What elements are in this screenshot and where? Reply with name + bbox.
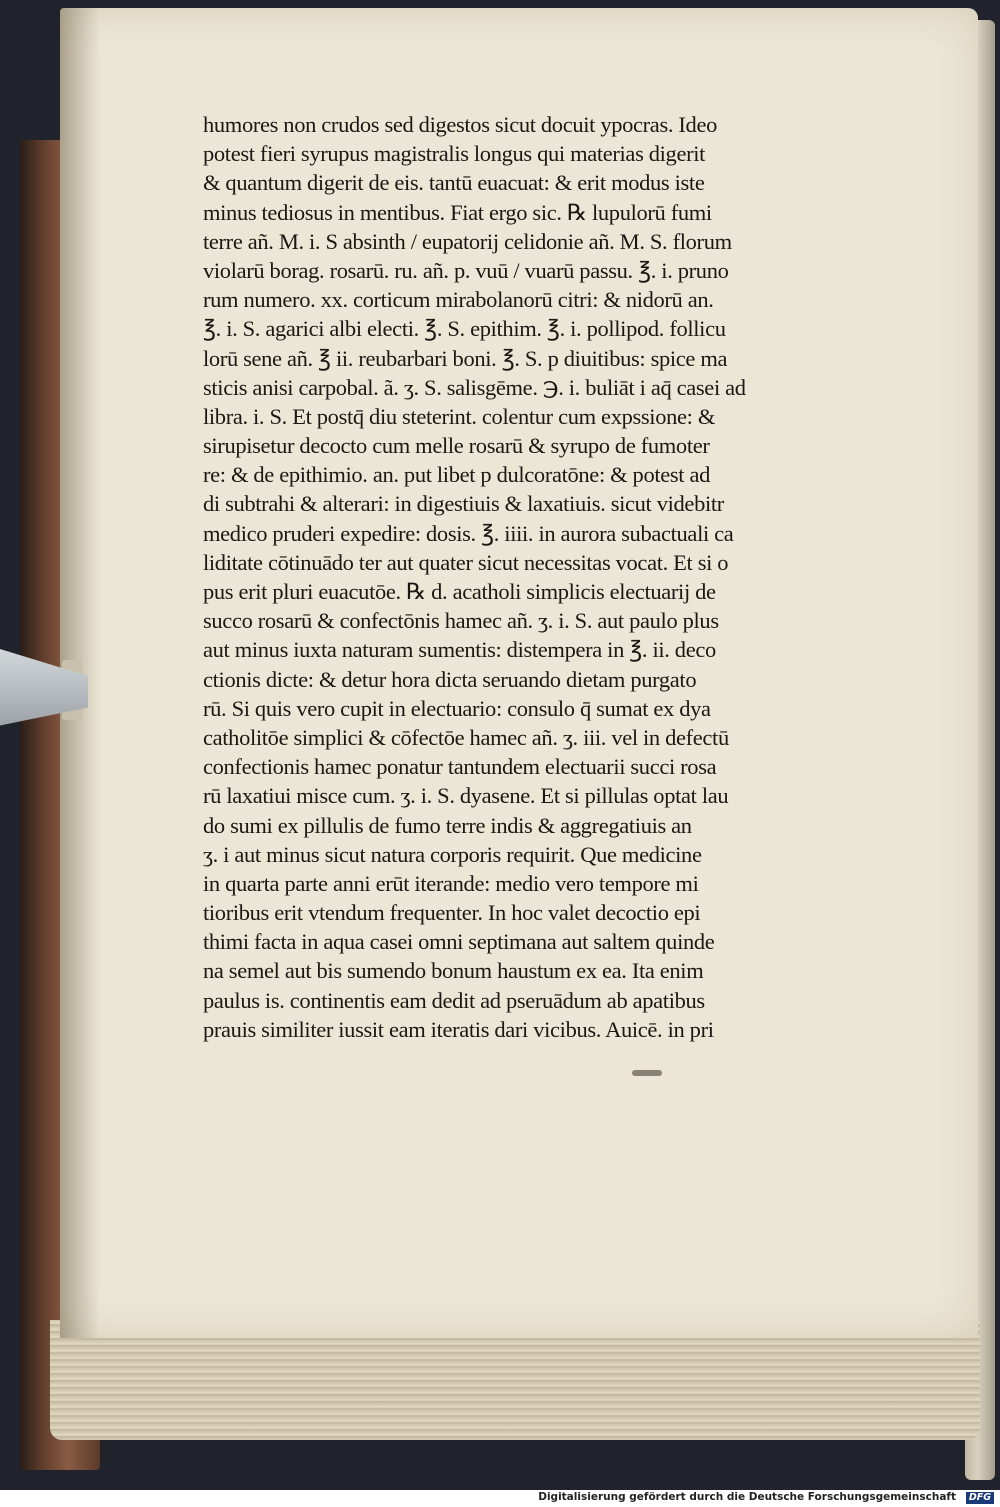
text-line: di subtrahi & alterari: in digestiuis & laxatiuis. sicut videbitr xyxy=(203,491,724,517)
text-line: lorū sene añ. ℥ ii. reubarbari boni. ℥. S. p diuitibus: spice ma xyxy=(203,345,728,371)
text-line: paulus is. continentis eam dedit ad pseruādum ab apatibus xyxy=(203,987,705,1013)
text-line: violarū borag. rosarū. ru. añ. p. vuū / vuarū passu. ℥. i. pruno xyxy=(203,257,729,283)
text-line: sirupisetur decocto cum melle rosarū & syrupo de fumoter xyxy=(203,433,710,459)
funding-credit: Digitalisierung gefördert durch die Deutsche Forschungsgemeinschaft xyxy=(538,1491,956,1503)
text-line: rum numero. xx. corticum mirabolanorū citri: & nidorū an. xyxy=(203,287,714,313)
text-line: aut minus iuxta naturam sumentis: distempera in ℥. ii. deco xyxy=(203,637,716,663)
text-line: re: & de epithimio. an. put libet p dulcoratōne: & potest ad xyxy=(203,462,711,488)
text-line: rū. Si quis vero cupit in electuario: consulo q̄ sumat ex dya xyxy=(203,695,711,721)
text-line: medico pruderi expedire: dosis. ℥. iiii. in aurora subactuali ca xyxy=(203,520,734,546)
text-line: sticis anisi carpobal. ã. ʒ. S. salisgēme. ℈. i. buliāt i aq̄ casei ad xyxy=(203,374,746,400)
text-line: rū laxatiui misce cum. ʒ. i. S. dyasene. Et si pillulas optat lau xyxy=(203,783,729,809)
text-line: in quarta parte anni erūt iterande: medio vero tempore mi xyxy=(203,870,699,896)
text-line: humores non crudos sed digestos sicut docuit ypocras. Ideo xyxy=(203,112,717,137)
text-line: pus erit pluri euacutōe. ℞ d. acatholi simplicis electuarij de xyxy=(203,579,716,604)
text-line: confectionis hamec ponatur tantundem electuarii succi rosa xyxy=(203,754,717,780)
text-line: potest fieri syrupus magistralis longus qui materias digerit xyxy=(203,141,706,167)
text-line: catholitōe simplici & cōfectōe hamec añ. ʒ. iii. vel in defectū xyxy=(203,724,729,750)
text-line: na semel aut bis sumendo bonum haustum ex ea. Ita enim xyxy=(203,958,704,984)
ink-mark xyxy=(632,1070,662,1076)
text-line: & quantum digerit de eis. tantū euacuat: & erit modus iste xyxy=(203,170,705,196)
text-line: liditate cōtinuādo ter aut quater sicut necessitas vocat. Et si o xyxy=(203,549,729,575)
text-line: ℥. i. S. agarici albi electi. ℥. S. epithim. ℥. i. pollipod. follicu xyxy=(203,316,726,342)
text-line: thimi facta in aqua casei omni septimana aut saltem quinde xyxy=(203,929,715,955)
text-line: succo rosarū & confectōnis hamec añ. ʒ. i. S. aut paulo plus xyxy=(203,608,719,634)
text-line: tioribus erit vtendum frequenter. In hoc valet decoctio epi xyxy=(203,900,701,926)
text-line: terre añ. M. i. S absinth / eupatorij celidonie añ. M. S. florum xyxy=(203,228,732,254)
page-stack-edge xyxy=(50,1320,980,1440)
text-line: libra. i. S. Et postq̄ diu steterint. colentur cum expssione: & xyxy=(203,403,715,429)
text-line: minus tediosus in mentibus. Fiat ergo sic. ℞ lupulorū fumi xyxy=(203,199,712,225)
text-line: do sumi ex pillulis de fumo terre indis & aggregatiuis an xyxy=(203,812,692,838)
dfg-logo: DFG xyxy=(966,1492,994,1504)
text-line: ʒ. i aut minus sicut natura corporis requirit. Que medicine xyxy=(203,841,702,867)
text-line: ctionis dicte: & detur hora dicta seruando dietam purgato xyxy=(203,666,697,692)
footer-bar xyxy=(0,1490,1000,1507)
printed-text-block xyxy=(203,110,828,1044)
text-line: prauis similiter iussit eam iteratis dari vicibus. Auicē. in pri xyxy=(203,1016,714,1042)
